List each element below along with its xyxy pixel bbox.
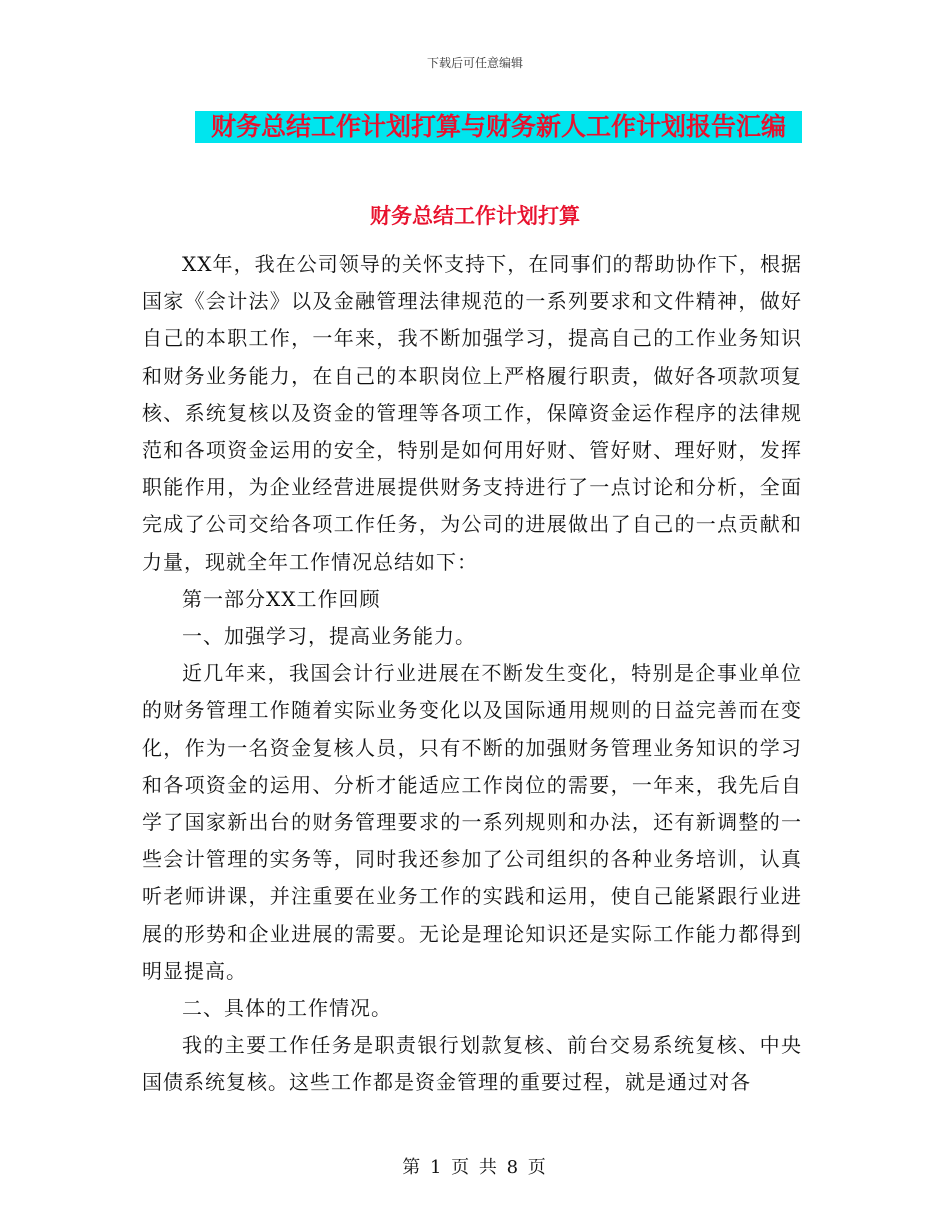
header-note: 下载后可任意编辑 [426, 56, 523, 70]
page-footer: 第 1 页 共 8 页 [402, 1157, 548, 1178]
main-title: 财务总结工作计划打算与财务新人工作计划报告汇编 [195, 111, 802, 143]
paragraph-part-heading: 第一部分XX工作回顾 [182, 586, 381, 611]
paragraph-study: 近几年来，我国会计行业进展在不断发生变化，特别是企事业单位的财务管理工作随着实际业务变化以及国际通用规则的日益完善而在变化，作为一名资金复核人员，只有不断的加强财务管理业务知识的学习和各项资金的运用、分析才能适应工作岗位的需要，一年来，我先后自学了国家新出台的财务管理要求的一系列规则和办法，还有新调整的一些会计管理的实务等，同时我还参加了公司组织的各种业务培训，认真听老师讲课，并注重要在业务工作的实践和运用，使自己能紧跟行业进展的形势和企业进展的需要。无论是理论知识还是实际工作能力都得到明显提高。 [142, 661, 802, 983]
paragraph-work: 我的主要工作任务是职责银行划款复核、前台交易系统复核、中央国债系统复核。这些工作都是资金管理的重要过程，就是通过对各 [142, 1033, 802, 1095]
body-text [142, 246, 802, 1102]
paragraph-intro: XX年，我在公司领导的关怀支持下，在同事们的帮助协作下，根据国家《会计法》以及金融管理法律规范的一系列要求和文件精神，做好自己的本职工作，一年来，我不断加强学习，提高自己的工作业务知识和财务业务能力，在自己的本职岗位上严格履行职责，做好各项款项复核、系统复核以及资金的管理等各项工作，保障资金运作程序的法律规范和各项资金运用的安全，特别是如何用好财、管好财、理好财，发挥职能作用，为企业经营进展提供财务支持进行了一点讨论和分析，全面完成了公司交给各项工作任务，为公司的进展做出了自己的一点贡献和力量，现就全年工作情况总结如下： [142, 252, 802, 574]
section-title: 财务总结工作计划打算 [370, 204, 580, 228]
paragraph-heading-2: 二、具体的工作情况。 [182, 996, 392, 1021]
paragraph-heading-1: 一、加强学习，提高业务能力。 [182, 624, 476, 649]
